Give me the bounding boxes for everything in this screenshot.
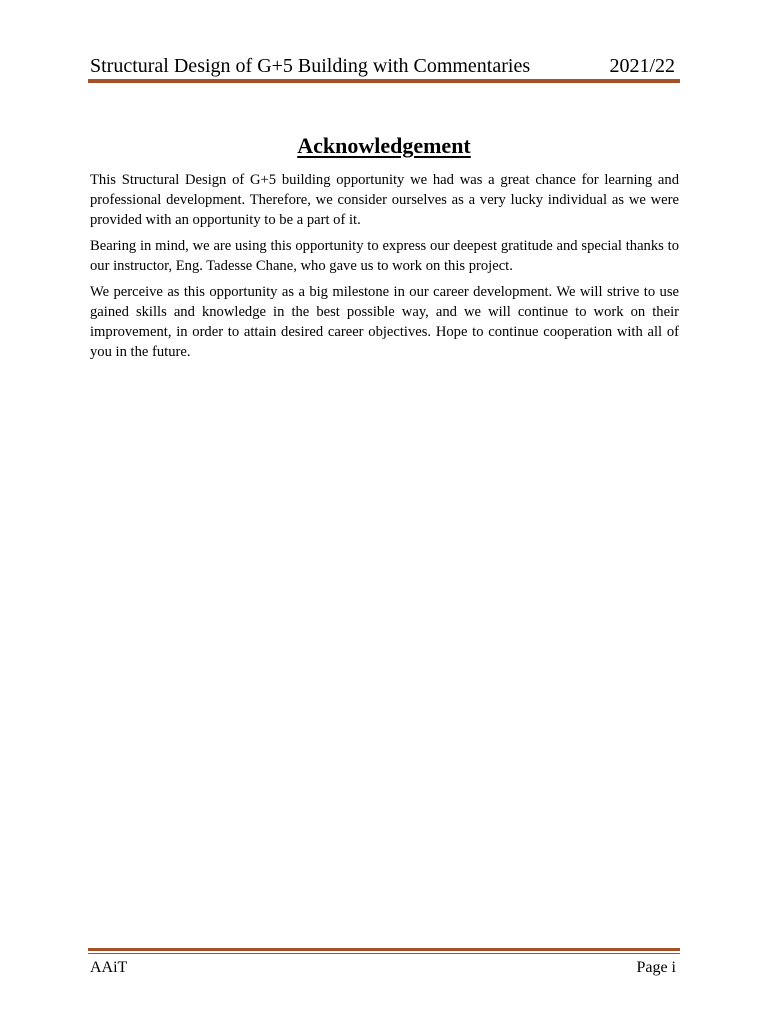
paragraph-3: We perceive as this opportunity as a big milestone in our career development. We will strive to use gained skills and knowledge in the best possible way, and we will continue to work on their improvement, in order to attain desired career objectives. Hope to continue cooperation with all of you in the future.	[90, 284, 679, 360]
header-divider	[88, 79, 680, 83]
footer-divider-thick	[88, 948, 680, 951]
body-text	[90, 170, 679, 368]
page-header	[90, 53, 679, 81]
header-title: Structural Design of G+5 Building with Commentaries	[90, 55, 531, 77]
paragraph-1: This Structural Design of G+5 building opportunity we had was a great chance for learning and professional development. Therefore, we consider ourselves as a very lucky individual as we were provided with an opportunity to be a part of it.	[90, 172, 679, 228]
header-year: 2021/22	[609, 55, 675, 77]
footer-divider-thin	[88, 953, 680, 954]
footer-institution: AAiT	[90, 959, 128, 976]
page-number: Page i	[636, 959, 676, 976]
section-heading: Acknowledgement	[297, 133, 471, 158]
paragraph-2: Bearing in mind, we are using this opportunity to express our deepest gratitude and special thanks to our instructor, Eng. Tadesse Chane, who gave us to work on this project.	[90, 238, 679, 274]
